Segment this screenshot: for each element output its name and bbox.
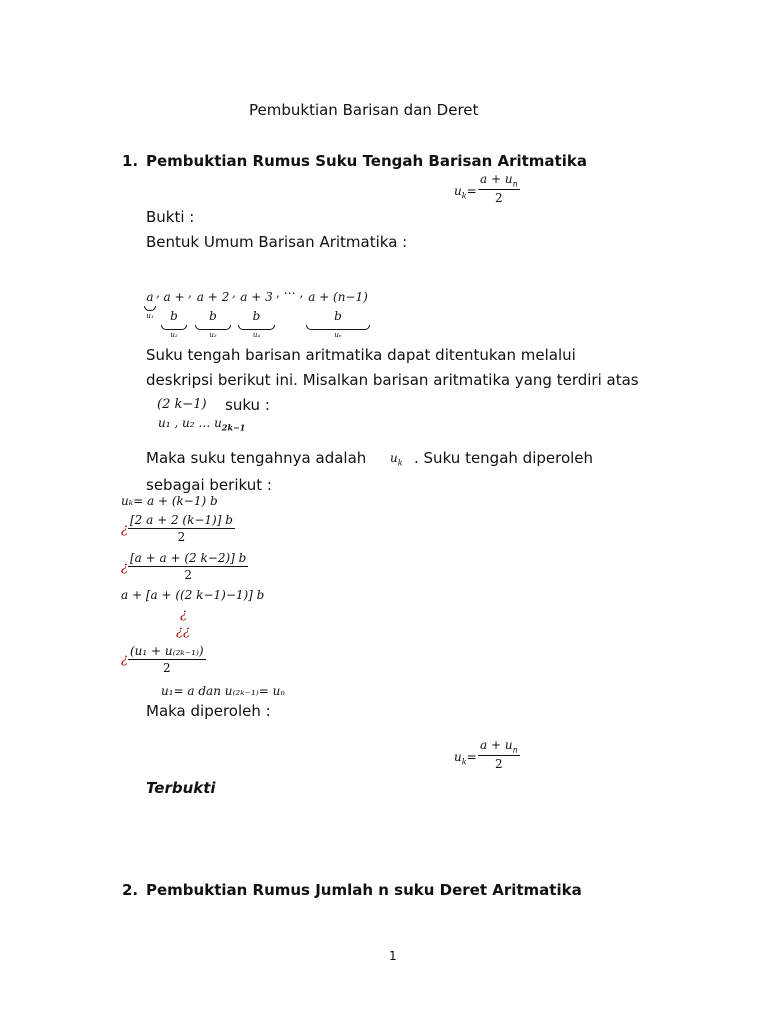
sequence-term: a + (n−1) b uₙ	[306, 286, 370, 339]
derivation-line-7: u₁= a dan u₍₂ₖ₋₁₎= uₙ	[161, 684, 286, 698]
render-error-glyph: ¿	[180, 607, 187, 622]
formula-fraction: $\frac{a + u_n}{2}$	[480, 172, 518, 206]
page-number: 1	[389, 949, 397, 963]
section-1-heading: Pembuktian Rumus Suku Tengah Barisan Aritmatika	[146, 152, 587, 170]
render-error-glyph: ¿	[121, 560, 128, 575]
render-error-glyph: ¿	[121, 522, 128, 537]
term-count-expression: (2 k−1)	[157, 397, 207, 412]
paragraph-line: deskripsi berikut ini. Misalkan barisan aritmatika yang terdiri atas	[146, 371, 639, 389]
paragraph-text: Maka suku tengahnya adalah	[146, 449, 367, 467]
formula-lhs: $u_k=$	[454, 184, 477, 201]
derivation-fraction-2: $\frac{[2 a + 2 (k-1)] b}{2}$	[130, 513, 233, 544]
derivation-line-4: a + [a + ((2 k−1)−1)] b	[121, 588, 265, 602]
formula-lhs-result: $u_k=$	[454, 750, 477, 767]
terbukti-label: Terbukti	[146, 779, 216, 797]
section-2-heading: Pembuktian Rumus Jumlah n suku Deret Aritmatika	[146, 881, 582, 899]
maka-diperoleh-label: Maka diperoleh :	[146, 702, 271, 720]
sequence-term: a + 3 b u₄	[238, 286, 275, 339]
sequence-separator: ,	[188, 286, 192, 300]
sequence-separator: ,	[232, 286, 236, 300]
sequence-notation: u₁ , u₂ … $u_{2k-1}$	[158, 416, 246, 433]
paragraph-text: suku :	[225, 396, 270, 414]
paragraph-text: . Suku tengah diperoleh	[414, 449, 594, 467]
page-title: Pembuktian Barisan dan Deret	[249, 101, 479, 119]
render-error-glyph: ¿¿	[176, 624, 190, 639]
section-1-number: 1.	[122, 152, 139, 170]
paragraph-text: sebagai berikut :	[146, 476, 272, 494]
derivation-fraction-3: $\frac{[a + a + (2 k-2)] b}{2}$	[130, 551, 247, 582]
sequence-term: a + 2 b u₃	[196, 290, 230, 339]
derivation-fraction-6: $\frac{\text{(u₁ + u₍₂ₖ₋₁₎)}}{2}$	[130, 644, 204, 675]
section-2-number: 2.	[122, 881, 139, 899]
sequence-term: a + b u₂	[161, 286, 187, 339]
bukti-label: Bukti :	[146, 208, 195, 226]
sequence-separator: , ⋯ ,	[276, 286, 304, 300]
middle-term-variable: $u_k$	[390, 451, 403, 468]
sequence-term: a u₁	[144, 286, 156, 320]
formula-fraction-result: $\frac{a + u_n}{2}$	[480, 738, 518, 772]
render-error-glyph: ¿	[121, 652, 128, 667]
paragraph-line: Suku tengah barisan aritmatika dapat ditentukan melalui	[146, 346, 576, 364]
sequence-separator: ,	[156, 286, 160, 300]
derivation-line-1: uₖ= a + (k−1) b	[121, 494, 218, 508]
bentuk-umum-label: Bentuk Umum Barisan Aritmatika :	[146, 233, 408, 251]
